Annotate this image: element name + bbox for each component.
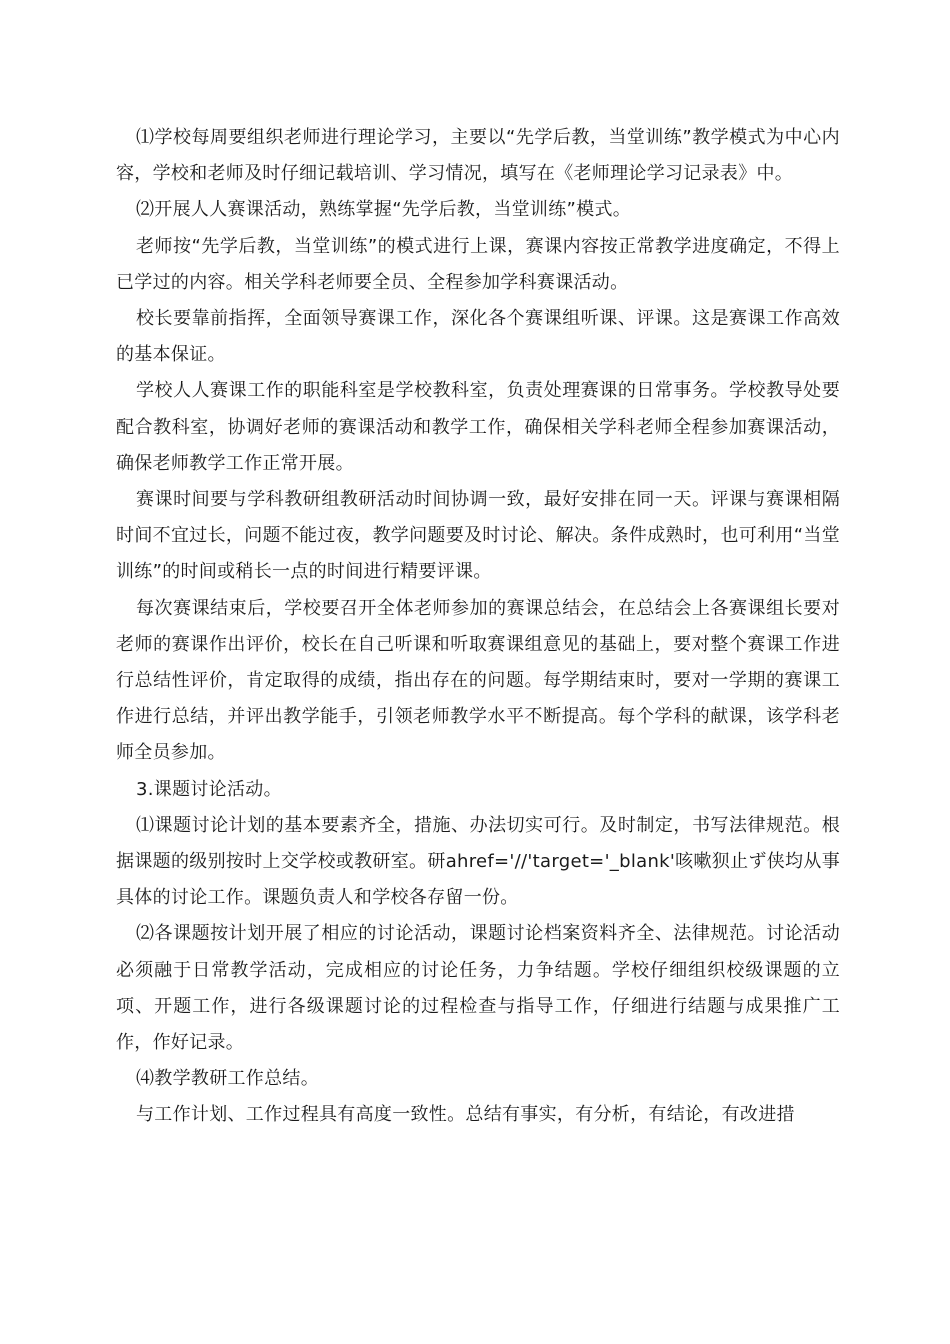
paragraph-research-activities: ⑵各课题按计划开展了相应的讨论活动，课题讨论档案资料齐全、法律规范。讨论活动必须融于日常教学活动，完成相应的讨论任务，力争结题。学校仔细组织校级课题的立项、开题工作，进行各级课题讨论的过程检查与指导工作，仔细进行结题与成果推广工作，作好记录。 bbox=[116, 923, 840, 1054]
section-heading-research: 3.课题讨论活动。 bbox=[136, 778, 282, 800]
paragraph-summary-meeting: 每次赛课结束后，学校要召开全体老师参加的赛课总结会，在总结会上各赛课组长要对老师的赛课作出评价，校长在自己听课和听取赛课组意见的基础上，要对整个赛课工作进行总结性评价，肯定取得的成绩，指出存在的问题。每学期结束时，要对一学期的赛课工作进行总结，并评出教学能手，引领老师教学水平不断提高。每个学科的献课，该学科老师全员参加。 bbox=[116, 597, 840, 764]
paragraph-theory-study: ⑴学校每周要组织老师进行理论学习，主要以“先学后教，当堂训练”教学模式为中心内容，学校和老师及时仔细记载培训、学习情况，填写在《老师理论学习记录表》中。 bbox=[116, 127, 840, 185]
section-heading-summary: ⑷教学教研工作总结。 bbox=[136, 1068, 319, 1090]
paragraph-summary-consistency: 与工作计划、工作过程具有高度一致性。总结有事实，有分析，有结论，有改进措 bbox=[136, 1104, 795, 1126]
paragraph-teacher-lessons: 老师按“先学后教，当堂训练”的模式进行上课，赛课内容按正常教学进度确定，不得上已学过的内容。相关学科老师要全员、全程参加学科赛课活动。 bbox=[116, 235, 840, 293]
paragraph-contest-activity: ⑵开展人人赛课活动，熟练掌握“先学后教，当堂训练”模式。 bbox=[136, 199, 632, 221]
document-body bbox=[116, 120, 840, 1134]
paragraph-office-duty: 学校人人赛课工作的职能科室是学校教科室，负责处理赛课的日常事务。学校教导处要配合教科室，协调好老师的赛课活动和教学工作，确保相关学科老师全程参加赛课活动，确保老师教学工作正常开展。 bbox=[116, 380, 840, 474]
paragraph-research-plan: ⑴课题讨论计划的基本要素齐全，措施、办法切实可行。及时制定，书写法律规范。根据课题的级别按时上交学校或教研室。研ahref='//'target='_blank'咳嗽狈止ず侠均从事具体的讨论工作。课题负责人和学校各存留一份。 bbox=[116, 814, 840, 909]
paragraph-principal-lead: 校长要靠前指挥，全面领导赛课工作，深化各个赛课组听课、评课。这是赛课工作高效的基本保证。 bbox=[116, 308, 840, 366]
paragraph-schedule: 赛课时间要与学科教研组教研活动时间协调一致，最好安排在同一天。评课与赛课相隔时间不宜过长，问题不能过夜，教学问题要及时讨论、解决。条件成熟时，也可利用“当堂训练”的时间或稍长一点的时间进行精要评课。 bbox=[116, 489, 840, 583]
